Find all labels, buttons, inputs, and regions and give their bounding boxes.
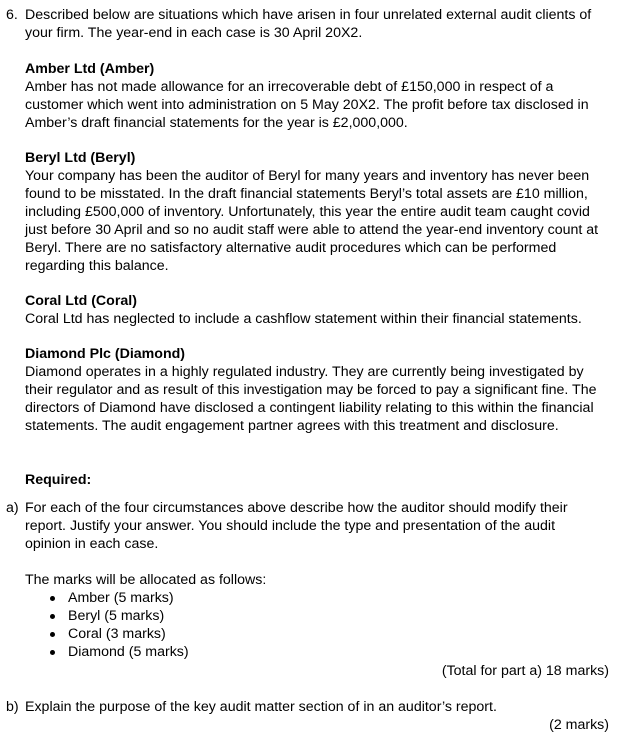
case-line: Your company has been the auditor of Beryl for many years and inventory has never been [25,168,590,184]
allocation-item: Amber (5 marks) [68,590,174,606]
case-line: directors of Diamond have disclosed a contingent liability relating to this within the financial [25,400,594,416]
allocation-intro: The marks will be allocated as follows: [25,572,267,588]
case-line: statements. The audit engagement partner agrees with this treatment and disclosure. [25,418,559,434]
bullet-icon [50,596,55,601]
bullet-icon [50,632,55,637]
question-number: 6. [6,7,18,23]
bullet-icon [50,614,55,619]
part-b-text: Explain the purpose of the key audit matter section of in an auditor’s report. [25,699,497,715]
part-a-total: (Total for part a) 18 marks) [441,663,609,679]
allocation-item: Beryl (5 marks) [68,608,165,624]
case-line: Coral Ltd has neglected to include a cashflow statement within their financial statements. [25,311,582,327]
question-intro-line: Described below are situations which have arisen in four unrelated external audit clients of [25,7,592,23]
part-a-line: report. Justify your answer. You should include the type and presentation of the audit [25,518,556,534]
case-line: regarding this balance. [25,258,169,274]
allocation-item: Coral (3 marks) [68,626,166,642]
case-line: Amber’s draft financial statements for the year is £2,000,000. [25,115,408,131]
case-line: including £500,000 of inventory. Unfortunately, this year the entire audit team caught covid [25,204,590,220]
part-a-line: opinion in each case. [25,536,159,552]
case-line: customer which went into administration on 5 May 20X2. The profit before tax disclosed in [25,97,589,113]
allocation-item: Diamond (5 marks) [68,644,189,660]
case-heading-coral: Coral Ltd (Coral) [25,293,137,309]
case-line: Amber has not made allowance for an irrecoverable debt of £150,000 in respect of a [25,79,554,95]
case-line: Beryl. There are no satisfactory alternative audit procedures which can be performed [25,240,557,256]
bullet-icon [50,650,55,655]
part-b-marks: (2 marks) [549,717,609,733]
case-heading-diamond: Diamond Plc (Diamond) [25,346,186,362]
case-line: their regulator and as result of this investigation may be forced to pay a significant fine. The [25,382,597,398]
case-line: found to be misstated. In the draft financial statements Beryl’s total assets are £10 million, [25,186,588,202]
case-line: Diamond operates in a highly regulated industry. They are currently being investigated by [25,364,584,380]
question-intro-line: your firm. The year-end in each case is 30 April 20X2. [25,25,363,41]
part-b-label: b) [6,699,19,715]
required-heading: Required: [25,472,92,488]
part-a-line: For each of the four circumstances above describe how the auditor should modify their [25,500,568,516]
case-heading-amber: Amber Ltd (Amber) [25,61,155,77]
case-heading-beryl: Beryl Ltd (Beryl) [25,150,136,166]
part-a-label: a) [6,500,19,516]
case-line: just before 30 April and so no audit staff were able to attend the year-end inventory count at [25,222,599,238]
